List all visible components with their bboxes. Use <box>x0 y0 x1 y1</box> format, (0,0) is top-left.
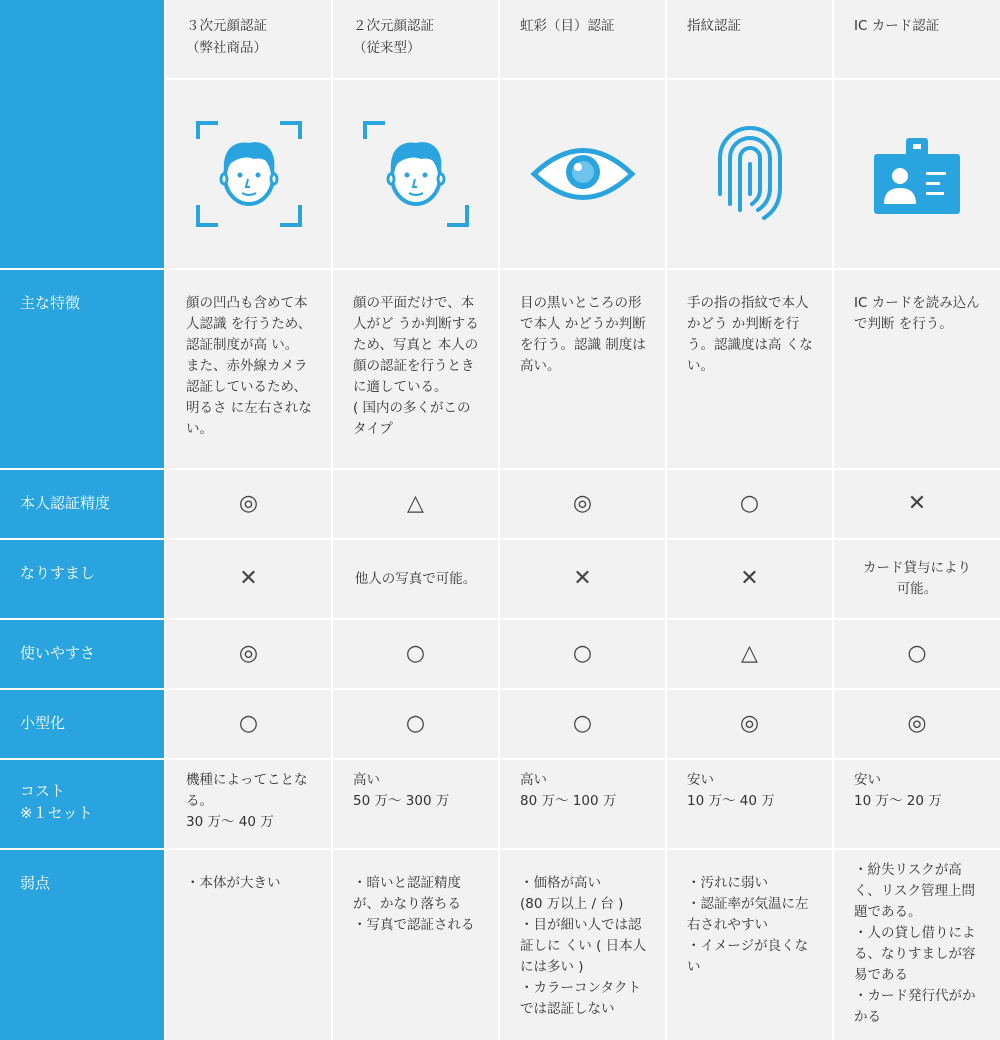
table-cell: ・紛失リスクが高く、リスク管理上問題である。 ・人の貸し借りによる、なりすましが容易である ・カード発行代がかかる <box>834 850 1000 1040</box>
rating-symbol: ○ <box>333 620 498 688</box>
table-cell: 機種によってことなる。 30 万～ 40 万 <box>166 760 331 848</box>
rating-symbol: ◎ <box>500 470 665 538</box>
table-cell: ・汚れに弱い ・認証率が気温に左右されやすい ・イメージが良くない <box>667 850 832 1040</box>
row-label-features: 主な特徴 <box>0 270 164 468</box>
rating-symbol: ○ <box>667 470 832 538</box>
table-cell: 顔の平面だけで、本人がど うか判断するため、写真と 本人の顔の認証を行うとき に適している。 ( 国内の多くがこのタイプ <box>333 270 498 468</box>
fingerprint-icon <box>667 80 832 268</box>
table-cell: カード貸与により 可能。 <box>834 540 1000 618</box>
table-cell: 手の指の指紋で本人かどう か判断を行う。認識度は高 くない。 <box>667 270 832 468</box>
rating-symbol: ○ <box>333 690 498 758</box>
column-header-face-2d: ２次元顔認証 （従来型） <box>333 0 498 78</box>
table-cell: ・本体が大きい <box>166 850 331 1040</box>
column-header-ic-card: IC カード認証 <box>834 0 1000 78</box>
rating-symbol: △ <box>333 470 498 538</box>
table-cell: 安い 10 万～ 40 万 <box>667 760 832 848</box>
column-header-iris: 虹彩（目）認証 <box>500 0 665 78</box>
column-header-face-3d: ３次元顔認証 （弊社商品） <box>166 0 331 78</box>
row-label-miniaturization: 小型化 <box>0 690 164 758</box>
table-cell: 高い 80 万～ 100 万 <box>500 760 665 848</box>
face-2d-icon <box>333 80 498 268</box>
table-cell: 目の黒いところの形で本人 かどうか判断を行う。認識 制度は高い。 <box>500 270 665 468</box>
id-card-icon <box>834 80 1000 268</box>
rating-symbol: ○ <box>166 690 331 758</box>
row-label-weakness: 弱点 <box>0 850 164 1040</box>
table-corner <box>0 0 164 268</box>
rating-symbol: ✕ <box>166 540 331 618</box>
table-cell: ・暗いと認証精度が、かなり落ちる ・写真で認証される <box>333 850 498 1040</box>
table-cell: ・価格が高い (80 万以上 / 台 ) ・目が細い人では認証しに くい ( 日本人には多い ) ・カラーコンタクトでは認証しない <box>500 850 665 1040</box>
rating-symbol: ✕ <box>834 470 1000 538</box>
row-label-accuracy: 本人認証精度 <box>0 470 164 538</box>
rating-symbol: ○ <box>500 620 665 688</box>
rating-symbol: △ <box>667 620 832 688</box>
table-cell: 安い 10 万～ 20 万 <box>834 760 1000 848</box>
face-3d-icon <box>166 80 331 268</box>
table-cell: 顔の凹凸も含めて本人認識 を行うため、認証制度が高 い。 また、赤外線カメラ認証しているため、明るさ に左右されない。 <box>166 270 331 468</box>
table-cell: 他人の写真で可能。 <box>333 540 498 618</box>
table-cell: IC カードを読み込んで判断 を行う。 <box>834 270 1000 468</box>
rating-symbol: ○ <box>834 620 1000 688</box>
rating-symbol: ✕ <box>667 540 832 618</box>
rating-symbol: ◎ <box>166 470 331 538</box>
rating-symbol: ✕ <box>500 540 665 618</box>
table-cell: 高い 50 万～ 300 万 <box>333 760 498 848</box>
rating-symbol: ◎ <box>166 620 331 688</box>
rating-symbol: ◎ <box>667 690 832 758</box>
column-header-fingerprint: 指紋認証 <box>667 0 832 78</box>
rating-symbol: ◎ <box>834 690 1000 758</box>
rating-symbol: ○ <box>500 690 665 758</box>
row-label-usability: 使いやすさ <box>0 620 164 688</box>
eye-icon <box>500 80 665 268</box>
row-label-cost: コスト ※１セット <box>0 760 164 848</box>
row-label-spoofing: なりすまし <box>0 540 164 618</box>
